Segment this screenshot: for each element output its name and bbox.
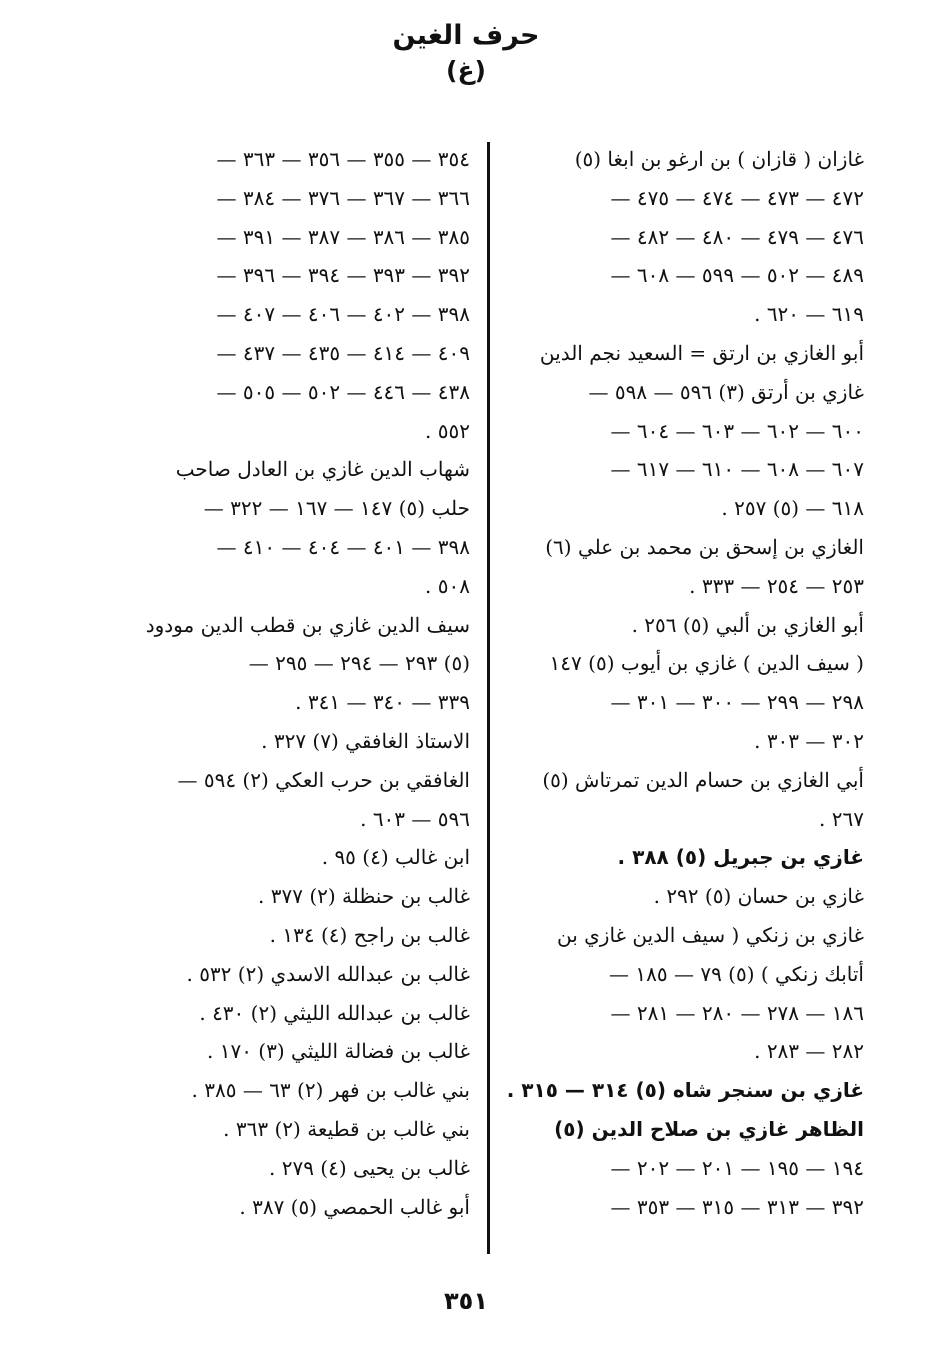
index-line: ١٩٤ — ١٩٥ — ٢٠١ — ٢٠٢ — <box>610 1155 864 1180</box>
index-line: غازي بن سنجر شاه (٥) ٣١٤ — ٣١٥ . <box>506 1078 864 1103</box>
index-line: ٣٩٢ — ٣١٣ — ٣١٥ — ٣٥٣ — <box>610 1194 864 1219</box>
index-line: بني غالب بن فهر (٢) ٦٣ — ٣٨٥ . <box>191 1078 470 1103</box>
index-line: ٤٠٩ — ٤١٤ — ٤٣٥ — ٤٣٧ — <box>216 340 470 365</box>
index-line: غالب بن راجح (٤) ١٣٤ . <box>269 922 470 947</box>
index-line: الغازي بن إسحق بن محمد بن علي (٦) <box>545 534 864 559</box>
index-line: ٣٠٢ — ٣٠٣ . <box>754 728 864 753</box>
index-line: أبو الغازي بن ألبي (٥) ٢٥٦ . <box>631 612 864 637</box>
index-line: غازي بن زنكي ( سيف الدين غازي بن <box>557 922 864 947</box>
index-line: ٥٠٨ . <box>425 573 470 598</box>
index-line: ٤٧٢ — ٤٧٣ — ٤٧٤ — ٤٧٥ — <box>610 185 864 210</box>
index-line: غازي بن جبريل (٥) ٣٨٨ . <box>617 845 864 870</box>
index-line: غازي بن أرتق (٣) ٥٩٦ — ٥٩٨ — <box>588 379 864 404</box>
index-line: غالب بن عبدالله الليثي (٢) ٤٣٠ . <box>199 1000 470 1025</box>
index-line: غازان ( قازان ) بن ارغو بن ابغا (٥) <box>574 147 864 171</box>
index-line: غالب بن يحيى (٤) ٢٧٩ . <box>268 1155 470 1180</box>
column-divider <box>487 142 490 1254</box>
index-line: سيف الدين غازي بن قطب الدين مودود <box>145 612 470 637</box>
index-line: ٣٩٢ — ٣٩٣ — ٣٩٤ — ٣٩٦ — <box>216 263 470 288</box>
index-line: أتابك زنكي ) (٥) ٧٩ — ١٨٥ — <box>609 961 864 986</box>
index-line: ٦١٨ — (٥) ٢٥٧ . <box>721 496 864 521</box>
index-line: الغافقي بن حرب العكي (٢) ٥٩٤ — <box>177 767 470 792</box>
index-line: الظاهر غازي بن صلاح الدين (٥) <box>554 1116 864 1141</box>
section-title: حرف الغين <box>392 20 540 51</box>
index-line: ٥٩٦ — ٦٠٣ . <box>360 806 470 831</box>
index-line: ٥٥٢ . <box>425 418 470 443</box>
index-line: أبو الغازي بن ارتق = السعيد نجم الدين <box>539 340 864 365</box>
index-line: الاستاذ الغافقي (٧) ٣٢٧ . <box>261 728 470 753</box>
index-line: أبو غالب الحمصي (٥) ٣٨٧ . <box>239 1194 470 1219</box>
index-line: ٣٨٥ — ٣٨٦ — ٣٨٧ — ٣٩١ — <box>216 224 470 249</box>
index-line: ٦٠٧ — ٦٠٨ — ٦١٠ — ٦١٧ — <box>610 457 864 482</box>
index-line: غازي بن حسان (٥) ٢٩٢ . <box>653 884 864 909</box>
index-line: غالب بن عبدالله الاسدي (٢) ٥٣٢ . <box>186 961 470 986</box>
index-line: أبي الغازي بن حسام الدين تمرتاش (٥) <box>542 767 864 792</box>
index-line: ابن غالب (٤) ٩٥ . <box>321 845 470 870</box>
index-line: ٦١٩ — ٦٢٠ . <box>754 302 864 327</box>
page-number: ٣٥١ <box>444 1287 488 1315</box>
index-line: غالب بن حنظلة (٢) ٣٧٧ . <box>258 884 470 909</box>
index-line: ٣٥٤ — ٣٥٥ — ٣٥٦ — ٣٦٣ — <box>216 147 470 171</box>
index-line: ٤٨٩ — ٥٠٢ — ٥٩٩ — ٦٠٨ — <box>610 263 864 288</box>
index-line: حلب (٥) ١٤٧ — ١٦٧ — ٣٢٢ — <box>203 496 470 521</box>
index-line: ٤٣٨ — ٤٤٦ — ٥٠٢ — ٥٠٥ — <box>216 379 470 404</box>
index-line: غالب بن فضالة الليثي (٣) ١٧٠ . <box>206 1039 470 1064</box>
index-line: ١٨٦ — ٢٧٨ — ٢٨٠ — ٢٨١ — <box>610 1000 864 1025</box>
index-line: شهاب الدين غازي بن العادل صاحب <box>175 457 470 482</box>
index-line: ٤٧٦ — ٤٧٩ — ٤٨٠ — ٤٨٢ — <box>610 224 864 249</box>
left-column <box>110 140 470 1226</box>
index-line: ٣٩٨ — ٤٠١ — ٤٠٤ — ٤١٠ — <box>216 534 470 559</box>
right-column <box>464 140 864 1226</box>
section-letter: (غ) <box>446 56 486 85</box>
index-line: ٣٣٩ — ٣٤٠ — ٣٤١ . <box>295 690 470 715</box>
index-line: ٢٥٣ — ٢٥٤ — ٣٣٣ . <box>689 573 864 598</box>
page-header <box>0 18 932 88</box>
index-line: ٣٦٦ — ٣٦٧ — ٣٧٦ — ٣٨٤ — <box>216 185 470 210</box>
index-line: ( سيف الدين ) غازي بن أيوب (٥) ١٤٧ <box>549 651 864 676</box>
index-line: ٢٦٧ . <box>819 806 864 831</box>
index-line: بني غالب بن قطيعة (٢) ٣٦٣ . <box>223 1116 470 1141</box>
index-line: ٢٨٢ — ٢٨٣ . <box>754 1039 864 1064</box>
index-line: ٦٠٠ — ٦٠٢ — ٦٠٣ — ٦٠٤ — <box>610 418 864 443</box>
index-line: ٢٩٨ — ٢٩٩ — ٣٠٠ — ٣٠١ — <box>610 690 864 715</box>
index-line: (٥) ٢٩٣ — ٢٩٤ — ٢٩٥ — <box>248 651 470 676</box>
index-line: ٣٩٨ — ٤٠٢ — ٤٠٦ — ٤٠٧ — <box>216 302 470 327</box>
